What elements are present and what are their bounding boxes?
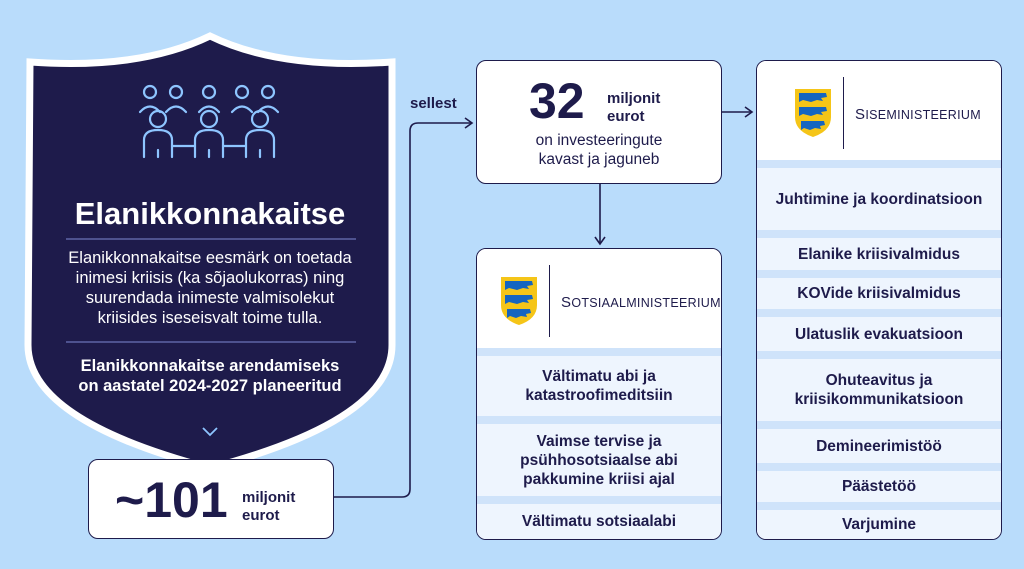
interior-item-demining: Demineerimistöö xyxy=(757,429,1001,463)
estonian-coat-of-arms-icon xyxy=(499,275,539,327)
interior-item-resident-preparedness: Elanike kriisivalmidus xyxy=(757,238,1001,270)
interior-item-leadership: Juhtimine ja koordinatsioon xyxy=(757,168,1001,230)
separator xyxy=(477,348,721,356)
separator xyxy=(477,496,721,504)
total-box xyxy=(88,459,334,539)
investment-box xyxy=(476,60,722,184)
separator xyxy=(757,421,1001,429)
separator xyxy=(757,160,1001,168)
separator xyxy=(757,230,1001,238)
investment-amount: 32 xyxy=(529,73,585,129)
social-ministry-panel xyxy=(476,248,722,540)
shield-plan-text: Elanikkonnakaitse arendamiseks on aastatel 2024-2027 planeeritud xyxy=(78,357,342,395)
separator xyxy=(757,351,1001,359)
interior-item-sheltering: Varjumine xyxy=(757,510,1001,539)
social-item-social-welfare: Vältimatu sotsiaalabi xyxy=(477,504,721,539)
shield-title: Elanikkonnakaitse xyxy=(74,196,346,231)
investment-unit-line1: miljonit xyxy=(607,90,661,107)
social-ministry-header xyxy=(477,249,721,348)
social-item-mental-health: Vaimse tervise ja psühhosotsiaalse abi pakkumine kriisi ajal xyxy=(477,424,721,496)
interior-item-rescue: Päästetöö xyxy=(757,471,1001,502)
interior-ministry-name: SISEMINISTEERIUM xyxy=(855,106,981,123)
shield-description: Elanikkonnakaitse eesmärk on toetada inimesi kriisis (ka sõjaolukorras) ning suurendada inimeste valmisolekut kriisides iseseisvalt toime tulla. xyxy=(68,249,352,327)
separator xyxy=(477,416,721,424)
interior-ministry-divider xyxy=(843,77,844,149)
total-unit-line1: miljonit xyxy=(242,489,296,506)
social-ministry-divider xyxy=(549,265,550,337)
interior-ministry-header xyxy=(757,61,1001,160)
estonian-coat-of-arms-icon xyxy=(793,87,833,139)
total-unit-line2: eurot xyxy=(242,507,280,524)
investment-text-line2: kavast ja jaguneb xyxy=(538,151,660,168)
separator xyxy=(757,463,1001,471)
social-ministry-name: SOTSIAALMINISTEERIUM xyxy=(561,294,721,311)
interior-ministry-panel xyxy=(756,60,1002,540)
separator xyxy=(757,309,1001,317)
connector-label: sellest xyxy=(410,95,457,112)
interior-item-alerting: Ohuteavitus ja kriisikommunikatsioon xyxy=(757,359,1001,421)
separator xyxy=(757,270,1001,278)
separator xyxy=(757,502,1001,510)
total-amount: ~101 xyxy=(115,472,228,528)
investment-text-line1: on investeeringute xyxy=(535,132,663,149)
interior-item-kov-preparedness: KOVide kriisivalmidus xyxy=(757,278,1001,309)
investment-unit-line2: eurot xyxy=(607,108,645,125)
interior-item-evacuation: Ulatuslik evakuatsioon xyxy=(757,317,1001,351)
social-item-emergency-aid: Vältimatu abi ja katastroofimeditsiin xyxy=(477,356,721,416)
